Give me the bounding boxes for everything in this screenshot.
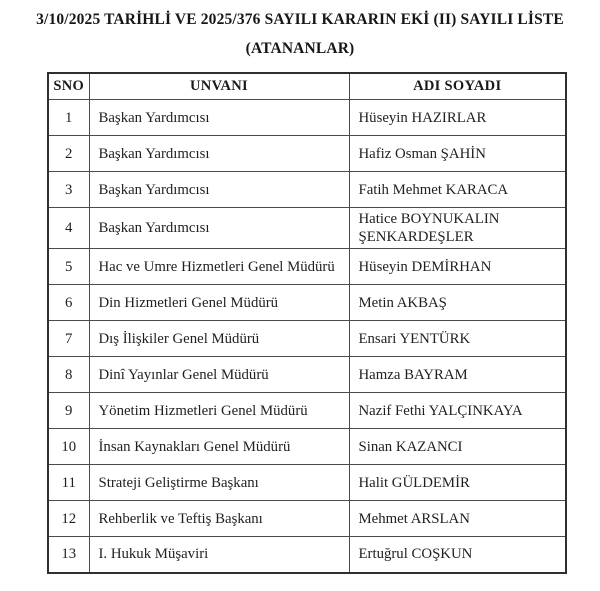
- row-number-cell: 11: [48, 465, 89, 501]
- table-row: [48, 321, 566, 357]
- appointments-table: [47, 72, 567, 574]
- table-row: [48, 249, 566, 285]
- table-row: [48, 357, 566, 393]
- document-subtitle: (ATANANLAR): [245, 39, 355, 57]
- name-cell: Hüseyin HAZIRLAR: [349, 100, 566, 136]
- column-header-adi-soyadi: ADI SOYADI: [349, 73, 566, 100]
- table-row: [48, 501, 566, 537]
- table-row: [48, 465, 566, 501]
- table-row: [48, 136, 566, 172]
- row-number-cell: 12: [48, 501, 89, 537]
- table-row: [48, 172, 566, 208]
- row-number-cell: 10: [48, 429, 89, 465]
- table-row: [48, 285, 566, 321]
- document-title: 3/10/2025 TARİHLİ VE 2025/376 SAYILI KARARIN EKİ (II) SAYILI LİSTE: [36, 11, 564, 28]
- name-cell: Halit GÜLDEMİR: [349, 465, 566, 501]
- table-body: [48, 100, 566, 573]
- name-cell: Hüseyin DEMİRHAN: [349, 249, 566, 285]
- column-header-unvani: UNVANI: [89, 73, 349, 100]
- title-cell: Başkan Yardımcısı: [89, 136, 349, 172]
- table-row: [48, 208, 566, 249]
- title-cell: Hac ve Umre Hizmetleri Genel Müdürü: [89, 249, 349, 285]
- table-row: [48, 537, 566, 573]
- title-cell: Dinî Yayınlar Genel Müdürü: [89, 357, 349, 393]
- table-row: [48, 429, 566, 465]
- table-header-row: [48, 73, 566, 100]
- row-number-cell: 2: [48, 136, 89, 172]
- name-cell: Nazif Fethi YALÇINKAYA: [349, 393, 566, 429]
- title-cell: Yönetim Hizmetleri Genel Müdürü: [89, 393, 349, 429]
- row-number-cell: 7: [48, 321, 89, 357]
- title-cell: İnsan Kaynakları Genel Müdürü: [89, 429, 349, 465]
- name-cell: Sinan KAZANCI: [349, 429, 566, 465]
- row-number-cell: 13: [48, 537, 89, 573]
- name-cell: Hatice BOYNUKALIN ŞENKARDEŞLER: [349, 208, 566, 249]
- name-cell: Metin AKBAŞ: [349, 285, 566, 321]
- row-number-cell: 8: [48, 357, 89, 393]
- row-number-cell: 5: [48, 249, 89, 285]
- row-number-cell: 1: [48, 100, 89, 136]
- name-cell: Ensari YENTÜRK: [349, 321, 566, 357]
- table-row: [48, 100, 566, 136]
- row-number-cell: 3: [48, 172, 89, 208]
- name-cell: Hamza BAYRAM: [349, 357, 566, 393]
- name-cell: Hafiz Osman ŞAHİN: [349, 136, 566, 172]
- title-cell: Rehberlik ve Teftiş Başkanı: [89, 501, 349, 537]
- title-cell: Strateji Geliştirme Başkanı: [89, 465, 349, 501]
- title-cell: Dış İlişkiler Genel Müdürü: [89, 321, 349, 357]
- column-header-sno: SNO: [48, 73, 89, 100]
- title-cell: Başkan Yardımcısı: [89, 208, 349, 249]
- title-cell: I. Hukuk Müşaviri: [89, 537, 349, 573]
- row-number-cell: 4: [48, 208, 89, 249]
- table-row: [48, 393, 566, 429]
- row-number-cell: 9: [48, 393, 89, 429]
- title-cell: Başkan Yardımcısı: [89, 100, 349, 136]
- title-cell: Başkan Yardımcısı: [89, 172, 349, 208]
- name-cell: Ertuğrul COŞKUN: [349, 537, 566, 573]
- row-number-cell: 6: [48, 285, 89, 321]
- name-cell: Fatih Mehmet KARACA: [349, 172, 566, 208]
- name-cell: Mehmet ARSLAN: [349, 501, 566, 537]
- title-cell: Din Hizmetleri Genel Müdürü: [89, 285, 349, 321]
